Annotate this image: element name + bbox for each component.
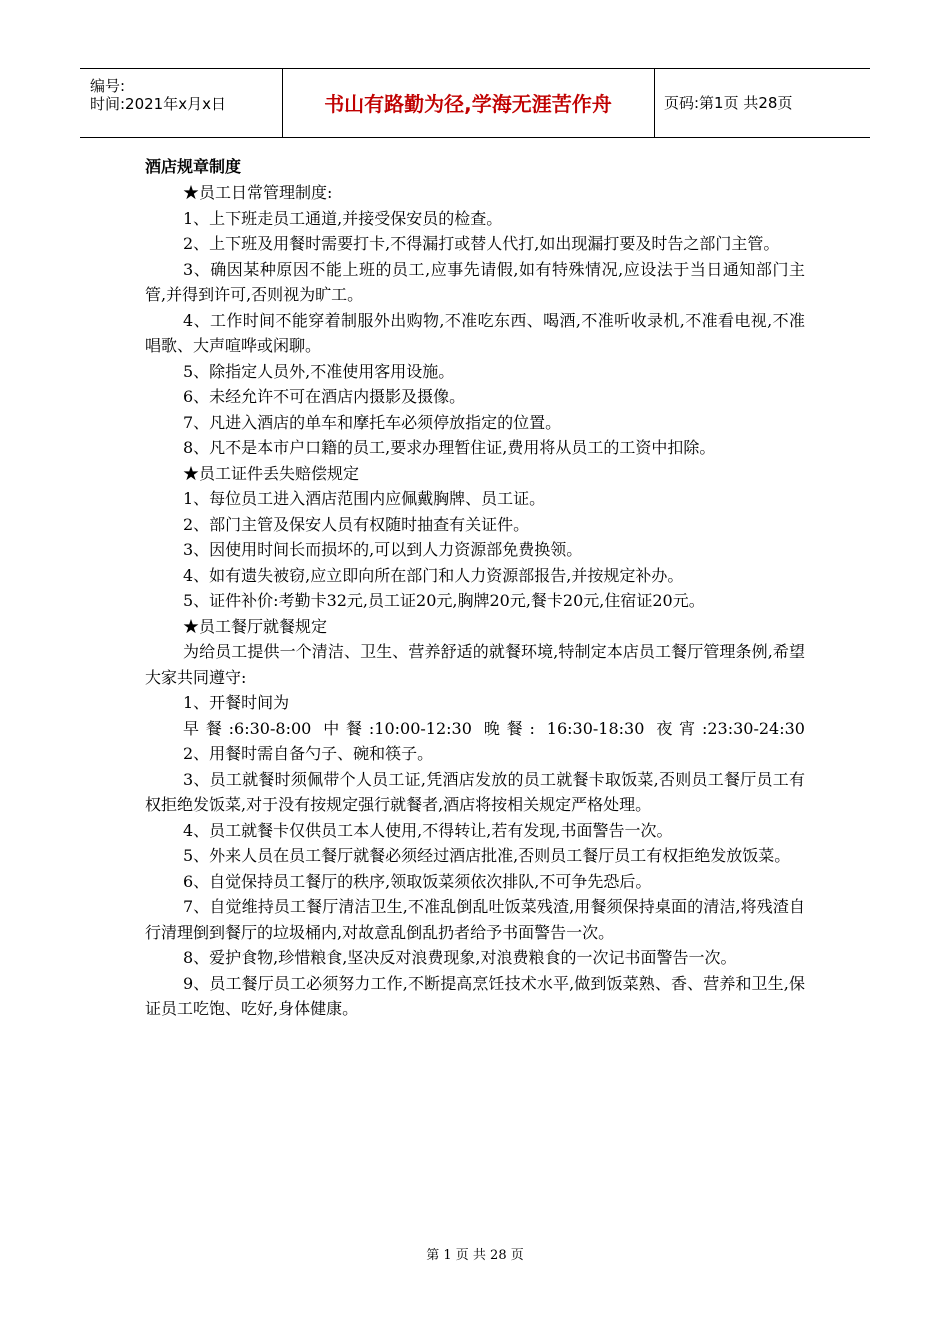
paragraph: 为给员工提供一个清洁、卫生、营养舒适的就餐环境,特制定本店员工餐厅管理条例,希望大家共同遵守: <box>145 642 805 687</box>
paragraph: 1、上下班走员工通道,并接受保安员的检查。 <box>183 208 503 228</box>
document-number-label: 编号: <box>90 77 126 95</box>
paragraph: 4、员工就餐卡仅供员工本人使用,不得转让,若有发现,书面警告一次。 <box>183 820 673 840</box>
paragraph: 2、部门主管及保安人员有权随时抽查有关证件。 <box>183 514 530 534</box>
paragraph: 4、如有遗失被窃,应立即向所在部门和人力资源部报告,并按规定补办。 <box>183 565 684 585</box>
section-heading-id-loss: ★员工证件丢失赔偿规定 <box>183 463 360 483</box>
paragraph: 1、开餐时间为 <box>183 693 290 712</box>
paragraph: 3、员工就餐时须佩带个人员工证,凭酒店发放的员工就餐卡取饭菜,否则员工餐厅员工有权拒绝发饭菜,对于没有按规定强行就餐者,酒店将按相关规定严格处理。 <box>145 769 805 814</box>
header-info-cell <box>80 69 283 137</box>
paragraph: 8、爱护食物,珍惜粮食,坚决反对浪费现象,对浪费粮食的一次记书面警告一次。 <box>183 948 737 967</box>
section-heading-canteen: ★员工餐厅就餐规定 <box>183 616 328 636</box>
paragraph: 6、自觉保持员工餐厅的秩序,领取饭菜须依次排队,不可争先恐后。 <box>183 871 652 891</box>
meal-times: 早餐:6:30-8:00 中餐:10:00-12:30 晚餐: 16:30-18:30 夜宵:23:30-24:30 <box>183 718 805 738</box>
paragraph: 9、员工餐厅员工必须努力工作,不断提高烹饪技术水平,做到饭菜熟、香、营养和卫生,保证员工吃饱、吃好,身体健康。 <box>145 973 805 1018</box>
paragraph: 5、除指定人员外,不准使用客用设施。 <box>183 361 455 381</box>
section-heading-daily-management: ★员工日常管理制度: <box>183 183 333 202</box>
header-motto: 书山有路勤为径,学海无涯苦作舟 <box>324 92 612 116</box>
paragraph: 3、因使用时间长而损坏的,可以到人力资源部免费换领。 <box>183 540 583 559</box>
header-page-code: 页码:第1页 共28页 <box>664 94 793 112</box>
paragraph: 7、凡进入酒店的单车和摩托车必须停放指定的位置。 <box>183 412 562 432</box>
header-motto-cell <box>282 69 655 137</box>
page-header <box>80 68 870 138</box>
paragraph: 6、未经允许不可在酒店内摄影及摄像。 <box>183 387 466 406</box>
header-page-cell <box>654 69 870 137</box>
document-time-label: 时间:2021年x月x日 <box>90 95 226 113</box>
paragraph: 8、凡不是本市户口籍的员工,要求办理暂住证,费用将从员工的工资中扣除。 <box>183 438 716 457</box>
paragraph: 1、每位员工进入酒店范围内应佩戴胸牌、员工证。 <box>183 489 546 508</box>
page-footer: 第 1 页 共 28 页 <box>426 1248 524 1263</box>
paragraph: 4、工作时间不能穿着制服外出购物,不准吃东西、喝酒,不准听收录机,不准看电视,不准唱歌、大声喧哗或闲聊。 <box>145 310 805 355</box>
document-body <box>145 154 805 1022</box>
paragraph: 5、证件补价:考勤卡32元,员工证20元,胸牌20元,餐卡20元,住宿证20元。 <box>183 591 705 610</box>
paragraph: 7、自觉维持员工餐厅清洁卫生,不准乱倒乱吐饭菜残渣,用餐须保持桌面的清洁,将残渣自行清理倒到餐厅的垃圾桶内,对故意乱倒乱扔者给予书面警告一次。 <box>145 897 805 942</box>
paragraph: 2、上下班及用餐时需要打卡,不得漏打或替人代打,如出现漏打要及时告之部门主管。 <box>183 234 780 253</box>
paragraph: 3、确因某种原因不能上班的员工,应事先请假,如有特殊情况,应设法于当日通知部门主管,并得到许可,否则视为旷工。 <box>145 259 805 304</box>
paragraph: 5、外来人员在员工餐厅就餐必须经过酒店批准,否则员工餐厅员工有权拒绝发放饭菜。 <box>183 846 791 865</box>
document-title: 酒店规章制度 <box>145 157 242 176</box>
paragraph: 2、用餐时需自备勺子、碗和筷子。 <box>183 744 434 763</box>
